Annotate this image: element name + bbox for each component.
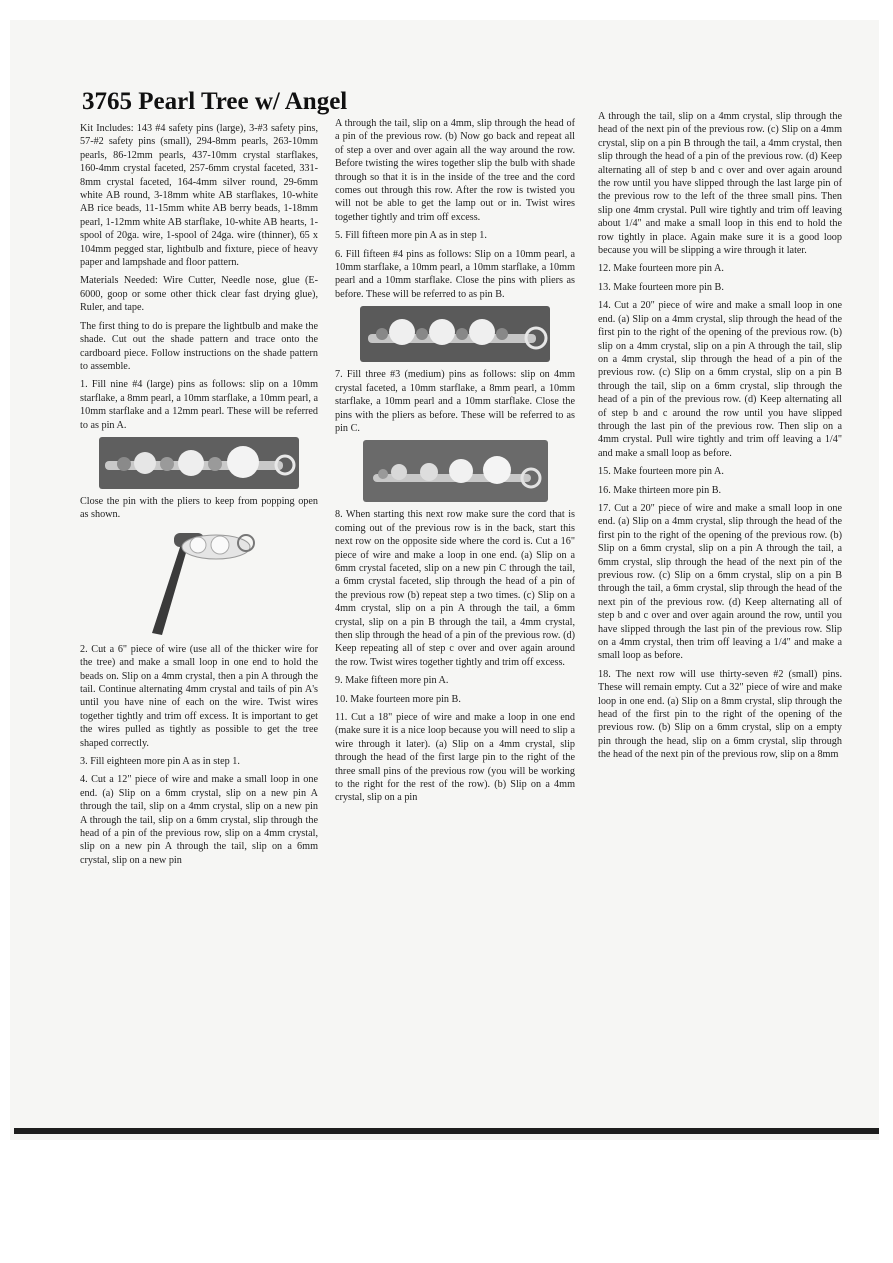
- pin-b-photo: [360, 306, 550, 362]
- step-9: 9. Make fifteen more pin A.: [335, 675, 449, 687]
- step-4: 4. Cut a 12" piece of wire and make a small loop in one end. (a) Slip on a 6mm crystal, slip on a new pin A through the tail, slip on a 4mm crystal, slip on a new pin A through the tail, slip on a 6mm crystal, slip through the head of a pin of the previous row, slip on a 4mm crystal, slip on a new pin A through the tail, slip on a 6mm crystal, slip on a new pin: [80, 774, 318, 866]
- step-18: 18. The next row will use thirty-seven #2 (small) pins. These will remain empty. Cut a 32" piece of wire and make loop in one end. (a) Slip on a 8mm crystal, slip through the head of the first pin to the right of the opening of the previous row. (b) Slip on a 6mm crystal, slip on a empty pin through the head, slip on a 6mm crystal, slip through the head of the next pin of the previous row, slip on a 8mm: [598, 668, 842, 761]
- step-2: 2. Cut a 6" piece of wire (use all of the thicker wire for the tree) and make a small loop in one end to hold the beads on. Slip on a 4mm crystal, then a pin A through the tail. Continue alternating 4mm crystal and tails of pin A's until you have nine of each on the wire. Twist wires together tightly and trim off excess. It is important to get the wires pulled as tightly as possible to get the tree shaped correctly.: [80, 643, 318, 749]
- page-title: 3765 Pearl Tree w/ Angel: [82, 88, 348, 115]
- step-1: 1. Fill nine #4 (large) pins as follows: slip on a 10mm starflake, a 8mm pearl, a 10mm starflake, a 10mm pearl, a 10mm starflake and a 12mm pearl. These will be referred to as pin A.: [80, 379, 318, 431]
- kit-includes: Kit Includes: 143 #4 safety pins (large), 3-#3 safety pins, 57-#2 safety pins (small), 294-8mm pearls, 263-10mm pearls, 86-12mm pearls, 437-10mm crystal starflakes, 160-4mm crystal faceted, 257-6mm crystal faceted, 331-8mm crystal faceted, 164-4mm silver round, 29-6mm white AB round, 3-18mm white AB starflakes, 10-white AB rice beads, 11-15mm white AB berry beads, 1-18mm pearl, 1-12mm white AB starflake, 10-white AB hearts, 1-spool of 20ga. wire, 1-spool of 24ga. wire (thinner), 65 x 104mm pegged star, lightbulb and fixture, piece of heavy paper and lampshade and floor pattern.: [80, 123, 318, 269]
- step-5: 5. Fill fifteen more pin A as in step 1.: [335, 230, 487, 242]
- step-14: 14. Cut a 20" piece of wire and make a small loop in one end. (a) Slip on a 4mm crystal, slip through the head of the first pin to the right of the opening of the previous row. (b) slip on a 4mm crystal, slip on a pin A through the tail, slip on a 4mm crystal, slip through the head of a pin of the previous row. (c) Slip on a 6mm crystal, slip on a pin B through the tail, slip on a 6mm crystal, slip through the head of a pin of the previous row. (d) Keep alternating all of step b and c around the row until you have slipped through the last pin of the previous row. Then slip on a 4mm crystal. Pull wire tightly and trim off leaving a 1/4" and make a small loop as before.: [598, 300, 842, 459]
- page-bottom-edge: [14, 1128, 879, 1134]
- step-12: 12. Make fourteen more pin A.: [598, 263, 724, 275]
- close-pin-text: Close the pin with the pliers to keep from popping open as shown.: [80, 495, 318, 521]
- column-3: [598, 110, 842, 767]
- column-2: [335, 117, 575, 810]
- step-3: 3. Fill eighteen more pin A as in step 1.: [80, 756, 240, 767]
- step-13: 13. Make fourteen more pin B.: [598, 281, 724, 293]
- step-4-continued: A through the tail, slip on a 4mm, slip through the head of a pin of the previous row. (b) Now go back and repeat all of step a over and over again all the way around the row. Before twisting the wires together slip the bulb with shade through so that it is in the inside of the tree and the cord comes out through this row. After the row is twisted you will not be able to get the lamp out or in. Twist wires together tightly and trim off excess.: [335, 118, 575, 223]
- step-7: 7. Fill three #3 (medium) pins as follows: slip on 4mm crystal faceted, a 10mm starflake, a 8mm pearl, a 10mm starflake, a 10mm pearl and a 10mm starflake. Close the pins with the pliers as before. These will be referred to as pin C.: [335, 369, 575, 434]
- step-11: 11. Cut a 18" piece of wire and make a loop in one end (make sure it is a nice loop because you will need to slip a wire through it later). (a) Slip on a 4mm crystal, slip through the head of the first large pin to the right of the three small pins of the previous row (you will be working to the right for the rest of the row). (b) Slip on a 4mm crystal, slip on a pin: [335, 712, 575, 804]
- step-6: 6. Fill fifteen #4 pins as follows: Slip on a 10mm pearl, a 10mm starflake, a 10mm pearl, a 10mm starflake, a 10mm pearl and a 10mm starflake. Close the pins with pliers as before. These will be referred to as pin B.: [335, 248, 575, 300]
- step-17: 17. Cut a 20" piece of wire and make a small loop in one end. (a) Slip on a 4mm crystal, slip through the head of the first pin to the right of the opening of the previous row. (b) Slip on a 6mm crystal, slip on a pin A through the tail, a 6mm crystal, slip through the head of the next pin of the previous row. (c) Slip on a 6mm crystal, slip on a pin B through the tail, a 6mm crystal, slip through the head of the next pin of the previous row. (d) Keep alternating all of step b and c over and over again around the row, until you have slipped through the last pin of the previous row. Slip on a 4mm crystal, then trim off leaving a 1/4" and make a small loop as before.: [598, 502, 842, 662]
- pin-a-photo: [99, 437, 299, 489]
- intro-text: The first thing to do is prepare the lightbulb and make the shade. Cut out the shade pattern and trace onto the cardboard piece. Follow instructions on the shade pattern to assemble.: [80, 320, 318, 372]
- column-1: [80, 122, 318, 872]
- pin-c-photo: [363, 440, 548, 502]
- step-11-continued: A through the tail, slip on a 4mm crystal, slip through the head of the next pin of the previous row. (c) Slip on a 4mm crystal, slip on a pin B through the tail, a 4mm crystal, then slip through the head of a pin of the previous row. (d) Keep alternating all of step b and c over and over again around the row until you have slipped through the last large pin of the previous row to the left of the three small pins. Then slip one 4mm crystal. Pull wire tightly and trim off leaving about 1/4" and make a small loop in this end to hold the row tightly in place. Again make sure it is a good loop because you will be slipping a wire through it later.: [598, 111, 842, 257]
- step-10: 10. Make fourteen more pin B.: [335, 693, 461, 705]
- pliers-photo: [134, 527, 264, 637]
- materials-needed: Materials Needed: Wire Cutter, Needle nose, glue (E-6000, goop or some other thick clear fast drying glue), Ruler, and tape.: [80, 275, 318, 314]
- step-8: 8. When starting this next row make sure the cord that is coming out of the previous row is in the back, start this next row on the opposite side where the cord is. Cut a 16" piece of wire and make a loop in one end. (a) Slip on a 6mm crystal faceted, slip on a new pin C through the tail, a 6mm crystal faceted, slip through the head of a pin of the previous row (b) repeat step a two times. (c) Slip on a 4mm crystal, slip on a pin A through the tail, a 6mm crystal, slip on a pin B through the tail, a 4mm crystal, then slip through the head of a pin of the previous row. (d) Keep repeating all of step c over and over again around the row. Twist wires together tightly and trim off excess.: [335, 509, 575, 668]
- step-15: 15. Make fourteen more pin A.: [598, 466, 724, 478]
- step-16: 16. Make thirteen more pin B.: [598, 484, 722, 496]
